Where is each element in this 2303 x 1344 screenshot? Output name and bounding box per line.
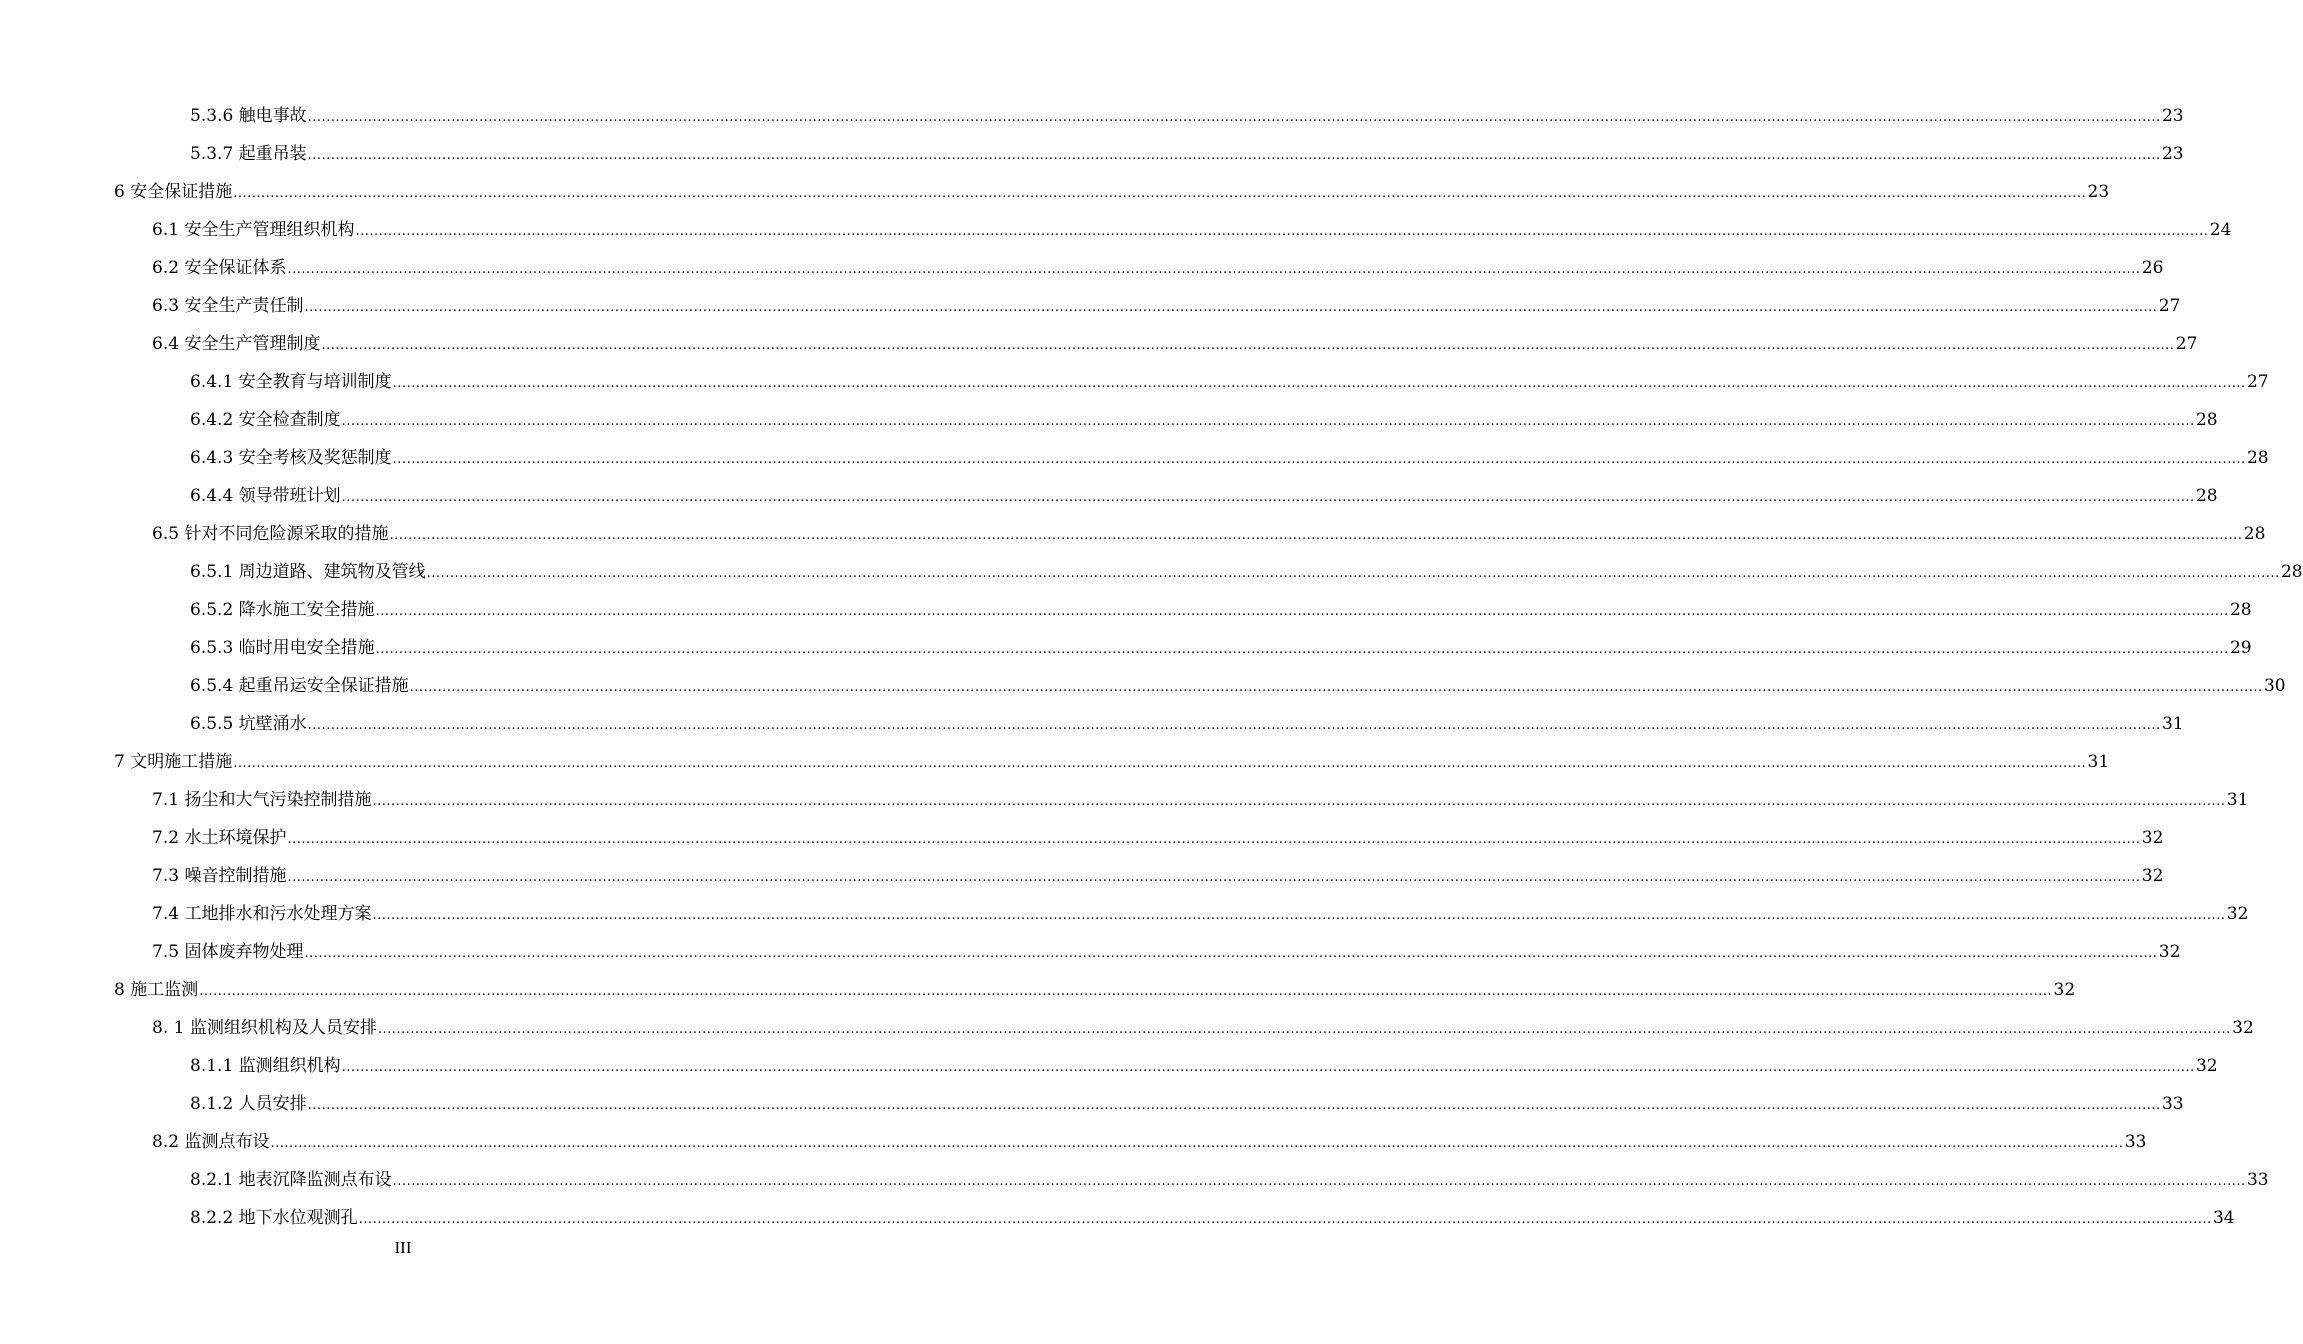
toc-dot-leader: ................................................................................................................................................................................................................................................................................................................................................................................................................	[392, 376, 2246, 391]
toc-dot-leader: ................................................................................................................................................................................................................................................................................................................................................................................................................	[375, 604, 2229, 619]
toc-entry-page-number: 27	[2246, 372, 2269, 392]
toc-entry-page-number: 34	[2212, 1208, 2235, 1228]
toc-entry-title: 6.2 安全保证体系	[152, 258, 287, 278]
toc-entry[interactable]	[0, 1161, 2269, 1199]
toc-dot-leader: ................................................................................................................................................................................................................................................................................................................................................................................................................	[287, 832, 2141, 847]
toc-entry[interactable]	[0, 173, 2110, 211]
toc-entry-title: 5.3.7 起重吊装	[190, 144, 307, 164]
toc-dot-leader: ................................................................................................................................................................................................................................................................................................................................................................................................................	[375, 642, 2229, 657]
toc-entry[interactable]	[0, 1047, 2218, 1085]
toc-entry-page-number: 33	[2246, 1170, 2269, 1190]
toc-entry[interactable]	[0, 591, 2252, 629]
toc-entry-page-number: 28	[2243, 524, 2266, 544]
toc-dot-leader: ................................................................................................................................................................................................................................................................................................................................................................................................................	[233, 756, 2087, 771]
toc-dot-leader: ................................................................................................................................................................................................................................................................................................................................................................................................................	[307, 718, 2161, 733]
toc-dot-leader: ................................................................................................................................................................................................................................................................................................................................................................................................................	[307, 1098, 2161, 1113]
toc-entry-page-number: 29	[2229, 638, 2252, 658]
toc-entry-title: 7.1 扬尘和大气污染控制措施	[152, 790, 372, 810]
toc-dot-leader: ................................................................................................................................................................................................................................................................................................................................................................................................................	[377, 1022, 2231, 1037]
toc-entry[interactable]	[0, 971, 2076, 1009]
table-of-contents	[0, 97, 2303, 1237]
toc-entry-title: 6.5.1 周边道路、建筑物及管线	[190, 562, 426, 582]
toc-entry-page-number: 31	[2226, 790, 2249, 810]
toc-entry-page-number: 23	[2161, 144, 2184, 164]
toc-entry-title: 7.4 工地排水和污水处理方案	[152, 904, 372, 924]
toc-entry-page-number: 32	[2053, 980, 2076, 1000]
toc-entry-title: 6.4.4 领导带班计划	[190, 486, 341, 506]
toc-entry-page-number: 28	[2246, 448, 2269, 468]
toc-entry-page-number: 33	[2124, 1132, 2147, 1152]
toc-dot-leader: ................................................................................................................................................................................................................................................................................................................................................................................................................	[372, 908, 2226, 923]
toc-entry-title: 6.3 安全生产责任制	[152, 296, 304, 316]
toc-entry-page-number: 27	[2158, 296, 2181, 316]
toc-dot-leader: ................................................................................................................................................................................................................................................................................................................................................................................................................	[341, 1060, 2195, 1075]
toc-entry[interactable]	[0, 401, 2218, 439]
toc-entry-title: 8.1.1 监测组织机构	[190, 1056, 341, 1076]
toc-entry[interactable]	[0, 895, 2249, 933]
toc-entry[interactable]	[0, 857, 2164, 895]
toc-entry-title: 6 安全保证措施	[114, 182, 233, 202]
toc-entry[interactable]	[0, 135, 2184, 173]
toc-entry-page-number: 32	[2226, 904, 2249, 924]
toc-entry-title: 6.5 针对不同危险源采取的措施	[152, 524, 389, 544]
toc-entry[interactable]	[0, 629, 2252, 667]
toc-entry-page-number: 31	[2161, 714, 2184, 734]
toc-entry-title: 8.2 监测点布设	[152, 1132, 270, 1152]
toc-entry[interactable]	[0, 553, 2303, 591]
toc-entry-title: 6.4.2 安全检查制度	[190, 410, 341, 430]
toc-entry-title: 6.4.3 安全考核及奖惩制度	[190, 448, 392, 468]
toc-dot-leader: ................................................................................................................................................................................................................................................................................................................................................................................................................	[307, 110, 2161, 125]
toc-dot-leader: ................................................................................................................................................................................................................................................................................................................................................................................................................	[358, 1212, 2212, 1227]
toc-entry-title: 5.3.6 触电事故	[190, 106, 307, 126]
toc-dot-leader: ................................................................................................................................................................................................................................................................................................................................................................................................................	[392, 1174, 2246, 1189]
toc-entry-page-number: 32	[2158, 942, 2181, 962]
toc-entry-title: 8 施工监测	[114, 980, 199, 1000]
toc-entry-page-number: 24	[2209, 220, 2232, 240]
toc-dot-leader: ................................................................................................................................................................................................................................................................................................................................................................................................................	[409, 680, 2263, 695]
toc-entry-title: 6.5.5 坑壁涌水	[190, 714, 307, 734]
toc-entry-title: 7.3 噪音控制措施	[152, 866, 287, 886]
toc-entry-title: 7 文明施工措施	[114, 752, 233, 772]
toc-dot-leader: ................................................................................................................................................................................................................................................................................................................................................................................................................	[321, 338, 2175, 353]
toc-entry-page-number: 32	[2195, 1056, 2218, 1076]
toc-entry[interactable]	[0, 97, 2184, 135]
toc-dot-leader: ................................................................................................................................................................................................................................................................................................................................................................................................................	[304, 300, 2158, 315]
toc-entry[interactable]	[0, 1009, 2254, 1047]
toc-entry[interactable]	[0, 743, 2110, 781]
toc-dot-leader: ................................................................................................................................................................................................................................................................................................................................................................................................................	[341, 414, 2195, 429]
toc-entry-title: 6.1 安全生产管理组织机构	[152, 220, 355, 240]
toc-entry-page-number: 28	[2280, 562, 2303, 582]
toc-entry[interactable]	[0, 363, 2269, 401]
toc-entry[interactable]	[0, 705, 2184, 743]
toc-entry-page-number: 28	[2195, 410, 2218, 430]
toc-dot-leader: ................................................................................................................................................................................................................................................................................................................................................................................................................	[287, 870, 2141, 885]
toc-entry-page-number: 26	[2141, 258, 2164, 278]
toc-entry-title: 8. 1 监测组织机构及人员安排	[152, 1018, 377, 1038]
toc-entry[interactable]	[0, 325, 2198, 363]
toc-entry-title: 6.5.4 起重吊运安全保证措施	[190, 676, 409, 696]
toc-entry[interactable]	[0, 287, 2181, 325]
toc-entry-page-number: 33	[2161, 1094, 2184, 1114]
toc-entry-page-number: 32	[2232, 1018, 2254, 1038]
toc-entry-page-number: 23	[2087, 182, 2110, 202]
page-number-footer: III	[394, 1238, 412, 1257]
toc-entry-page-number: 27	[2175, 334, 2198, 354]
toc-entry-title: 8.1.2 人员安排	[190, 1094, 307, 1114]
toc-entry[interactable]	[0, 819, 2164, 857]
toc-dot-leader: ................................................................................................................................................................................................................................................................................................................................................................................................................	[233, 186, 2087, 201]
toc-entry[interactable]	[0, 249, 2164, 287]
toc-entry-page-number: 32	[2141, 866, 2164, 886]
toc-dot-leader: ................................................................................................................................................................................................................................................................................................................................................................................................................	[307, 148, 2161, 163]
toc-entry[interactable]	[0, 439, 2269, 477]
toc-dot-leader: ................................................................................................................................................................................................................................................................................................................................................................................................................	[270, 1136, 2124, 1151]
toc-dot-leader: ................................................................................................................................................................................................................................................................................................................................................................................................................	[389, 528, 2243, 543]
toc-entry[interactable]	[0, 1123, 2147, 1161]
toc-entry-title: 7.2 水土环境保护	[152, 828, 287, 848]
toc-entry-page-number: 30	[2263, 676, 2286, 696]
toc-entry[interactable]	[0, 1199, 2235, 1237]
toc-dot-leader: ................................................................................................................................................................................................................................................................................................................................................................................................................	[392, 452, 2246, 467]
toc-entry[interactable]	[0, 477, 2218, 515]
toc-entry-title: 6.4 安全生产管理制度	[152, 334, 321, 354]
toc-entry-title: 6.5.3 临时用电安全措施	[190, 638, 375, 658]
toc-entry-page-number: 28	[2229, 600, 2252, 620]
toc-entry-title: 6.5.2 降水施工安全措施	[190, 600, 375, 620]
toc-entry-title: 6.4.1 安全教育与培训制度	[190, 372, 392, 392]
toc-entry-title: 8.2.2 地下水位观测孔	[190, 1208, 358, 1228]
toc-dot-leader: ................................................................................................................................................................................................................................................................................................................................................................................................................	[426, 566, 2280, 581]
toc-dot-leader: ................................................................................................................................................................................................................................................................................................................................................................................................................	[199, 984, 2053, 999]
toc-dot-leader: ................................................................................................................................................................................................................................................................................................................................................................................................................	[287, 262, 2141, 277]
toc-dot-leader: ................................................................................................................................................................................................................................................................................................................................................................................................................	[355, 224, 2209, 239]
toc-entry-title: 7.5 固体废弃物处理	[152, 942, 304, 962]
toc-entry[interactable]	[0, 211, 2232, 249]
toc-entry[interactable]	[0, 515, 2266, 553]
toc-entry[interactable]	[0, 781, 2249, 819]
toc-entry[interactable]	[0, 667, 2286, 705]
toc-entry-page-number: 32	[2141, 828, 2164, 848]
toc-dot-leader: ................................................................................................................................................................................................................................................................................................................................................................................................................	[304, 946, 2158, 961]
toc-entry-page-number: 31	[2087, 752, 2110, 772]
toc-dot-leader: ................................................................................................................................................................................................................................................................................................................................................................................................................	[341, 490, 2195, 505]
toc-entry-page-number: 23	[2161, 106, 2184, 126]
toc-dot-leader: ................................................................................................................................................................................................................................................................................................................................................................................................................	[372, 794, 2226, 809]
toc-entry-title: 8.2.1 地表沉降监测点布设	[190, 1170, 392, 1190]
toc-entry[interactable]	[0, 933, 2181, 971]
toc-entry[interactable]	[0, 1085, 2184, 1123]
toc-entry-page-number: 28	[2195, 486, 2218, 506]
